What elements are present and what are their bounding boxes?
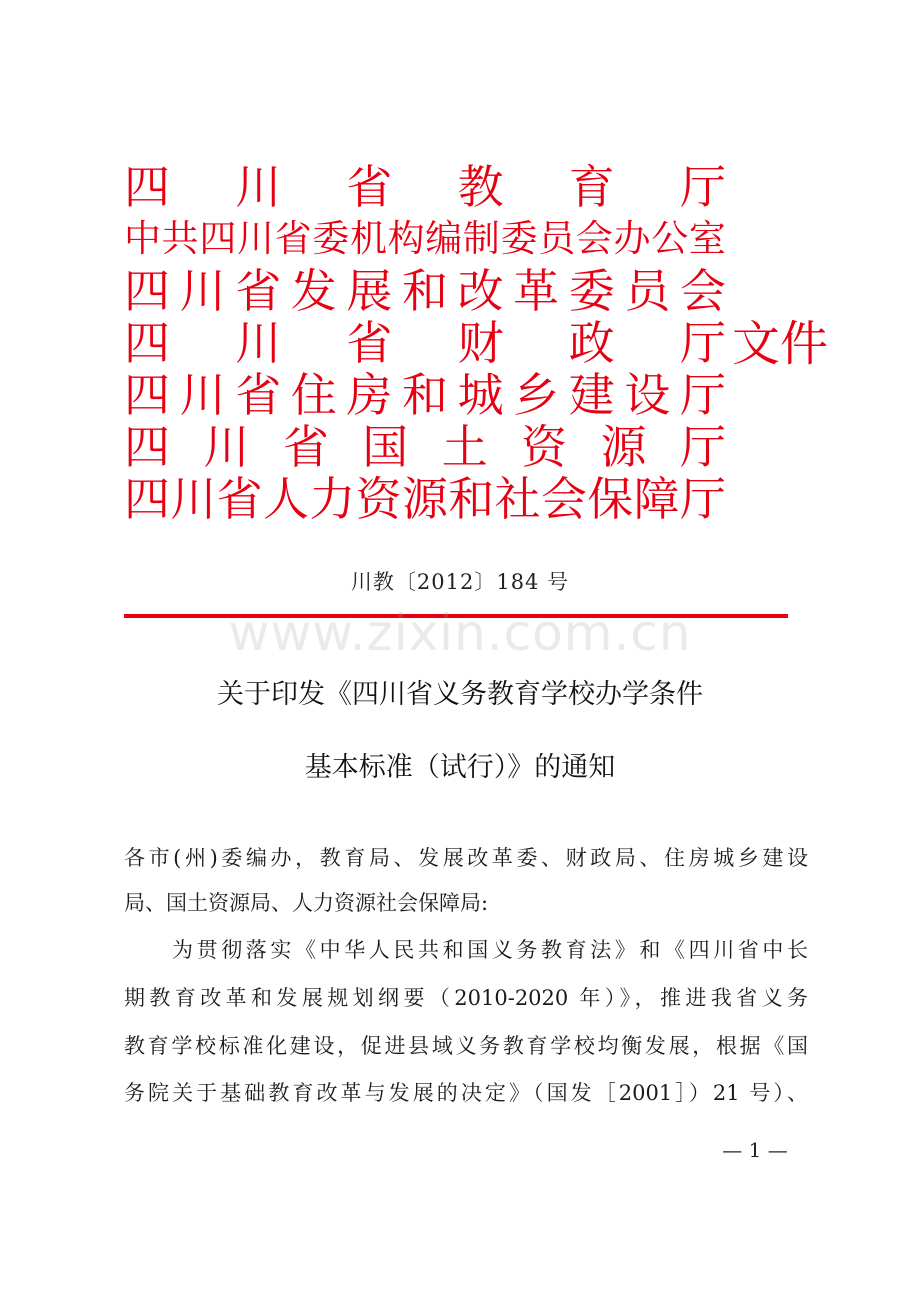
body-line-paragraph-4: 务院关于基础教育改革与发展的决定》（国发［2001］）21 号）、	[124, 1081, 808, 1105]
agency-establishment-office: 中 共 四 川 省 委 机 构 编 制 委 员 会 办 公 室	[124, 217, 726, 260]
agency-human-resources-dept: 四 川 省 人 力 资 源 和 社 会 保 障 厅	[124, 472, 726, 526]
watermark: www.zixin.com.cn	[228, 604, 692, 662]
agency-housing-construction-dept: 四 川 省 住 房 和 城 乡 建 设 厅	[124, 368, 726, 422]
document-title-line-2: 基本标准（试行）》的通知	[304, 752, 616, 783]
document-suffix: 文件	[732, 316, 829, 372]
body-line-paragraph-1: 为贯彻落实《中华人民共和国义务教育法》和《四川省中长	[172, 938, 808, 962]
document-title-line-1: 关于印发《四川省义务教育学校办学条件	[217, 679, 703, 710]
body-line-addressee-2: 局、国土资源局、人力资源社会保障局:	[124, 891, 489, 915]
body-line-addressee-1: 各市(州)委编办，教育局、发展改革委、财政局、住房城乡建设	[124, 846, 808, 870]
agency-education-dept: 四 川 省 教 育 厅	[124, 160, 726, 214]
document-number: 川教〔2012〕184 号	[350, 570, 570, 594]
agency-land-resources-dept: 四 川 省 国 土 资 源 厅	[124, 420, 726, 474]
page-number: — 1 —	[722, 1138, 788, 1162]
body-line-paragraph-2: 期教育改革和发展规划纲要（2010-2020 年）》，推进我省义务	[124, 986, 808, 1010]
agency-development-reform-commission: 四 川 省 发 展 和 改 革 委 员 会	[124, 264, 726, 318]
agency-finance-dept: 四 川 省 财 政 厅	[124, 316, 726, 370]
body-line-paragraph-3: 教育学校标准化建设，促进县域义务教育学校均衡发展，根据《国	[124, 1034, 808, 1058]
